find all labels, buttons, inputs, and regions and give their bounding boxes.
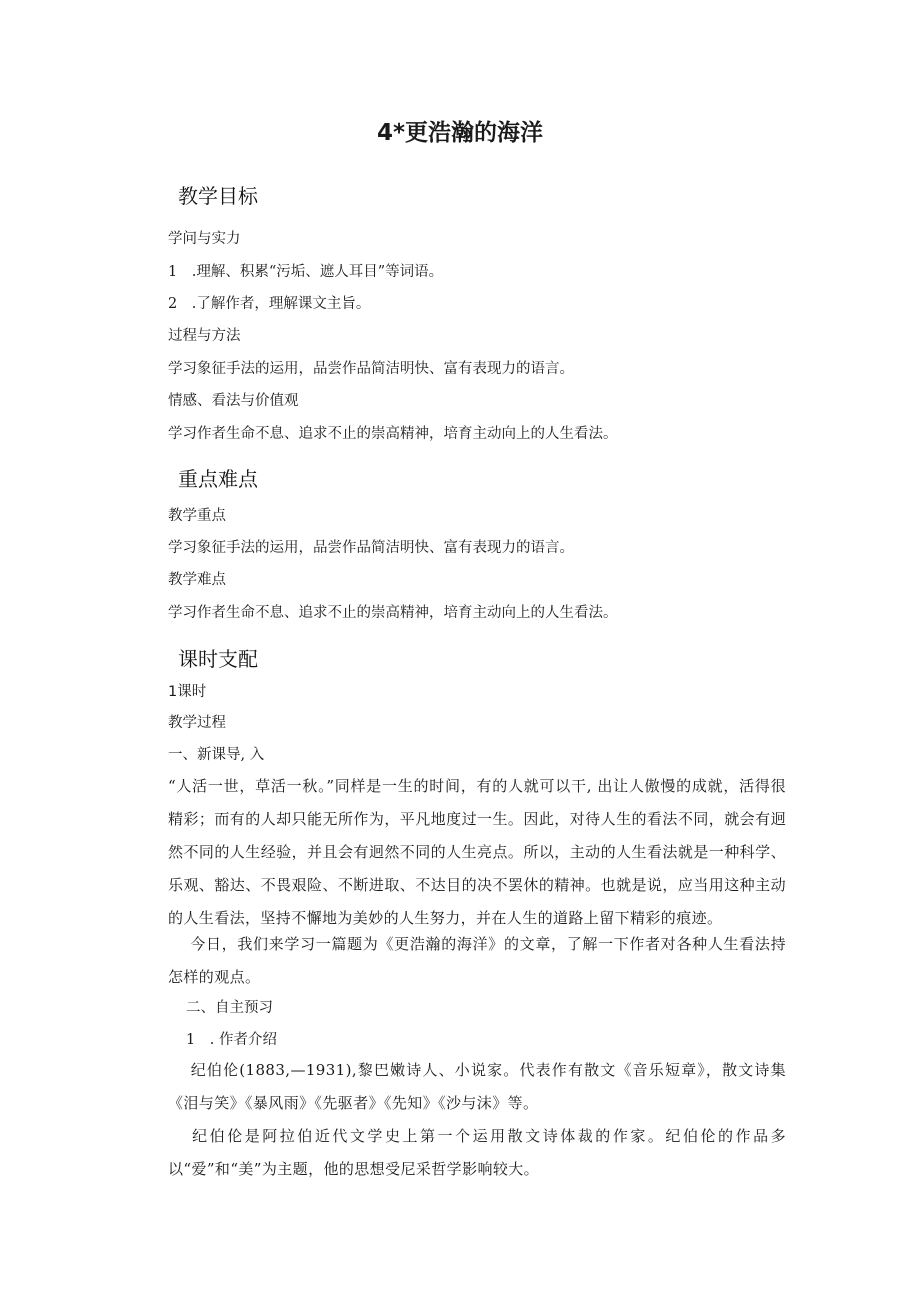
text-process-method: 学习象征手法的运用，品尝作品简洁明快、富有表现力的语言。: [168, 361, 574, 377]
paragraph-author-style: [168, 1120, 786, 1186]
subheading-key-points: 教学重点: [168, 508, 226, 524]
paragraph-intro: “人活一世，草活一秋。”同样是一生的时间，有的人就可以干, 出让人傲慢的成就，活得很精彩；而有的人却只能无所作为，平凡地度过一生。因此，对待人生的看法不同，就会有迥然不同的人生经验，并且会有迥然不同的人生亮点。所以，主动的人生看法就是一种科学、乐观、豁达、不畏艰险、不断进取、不达目的决不罢休的精神。也就是说，应当用这种主动的人生看法，坚持不懈地为美妙的人生努力，并在人生的道路上留下精彩的痕迹。: [168, 777, 786, 927]
goal-item-2: 2 .了解作者，理解课文主旨。: [168, 296, 371, 312]
heading-key-difficult-points: 重点难点: [178, 467, 258, 491]
text-emotion-values: 学习作者生命不息、追求不止的崇高精神，培育主动向上的人生看法。: [168, 426, 618, 442]
paragraph-today: [168, 928, 786, 994]
heading-teaching-goals: 教学目标: [178, 184, 258, 208]
step-1-heading: 一、新课导, 入: [168, 747, 265, 763]
paragraph-author-style-text: 纪伯伦是阿拉伯近代文学史上第一个运用散文诗体裁的作家。纪伯伦的作品多以“爱”和“美”为主题，他的思想受尼采哲学影响较大。: [168, 1127, 786, 1178]
text-difficult-points: 学习作者生命不息、追求不止的崇高精神，培育主动向上的人生看法。: [168, 605, 618, 621]
paragraph-author-intro: [168, 1054, 786, 1120]
subheading-teaching-process: 教学过程: [168, 715, 226, 731]
step-2-item-1: 1 . 作者介绍: [186, 1032, 277, 1048]
subheading-process-method: 过程与方法: [168, 328, 241, 344]
step-2-heading: 二、自主预习: [186, 1000, 273, 1016]
subheading-difficult-points: 教学难点: [168, 572, 226, 588]
text-key-points: 学习象征手法的运用，品尝作品简洁明快、富有表现力的语言。: [168, 540, 574, 556]
goal-item-1: 1 .理解、积累“污垢、遮人耳目”等词语。: [168, 264, 444, 280]
paragraph-today-text: 今日，我们来学习一篇题为《更浩瀚的海洋》的文章，了解一下作者对各种人生看法持怎样的观点。: [168, 935, 786, 986]
heading-class-hours: 课时支配: [178, 647, 258, 671]
subheading-emotion-values: 情感、看法与价值观: [168, 393, 299, 409]
paragraph-author-intro-text: 纪伯伦(1883,—1931),黎巴嫩诗人、小说家。代表作有散文《音乐短章》，散文诗集《泪与笑》《暴风雨》《先驱者》《先知》《沙与沫》等。: [168, 1061, 786, 1112]
text-class-hours: 1课时: [168, 684, 207, 700]
subheading-knowledge-ability: 学问与实力: [168, 231, 241, 247]
document-title: 4*更浩瀚的海洋: [376, 120, 544, 146]
